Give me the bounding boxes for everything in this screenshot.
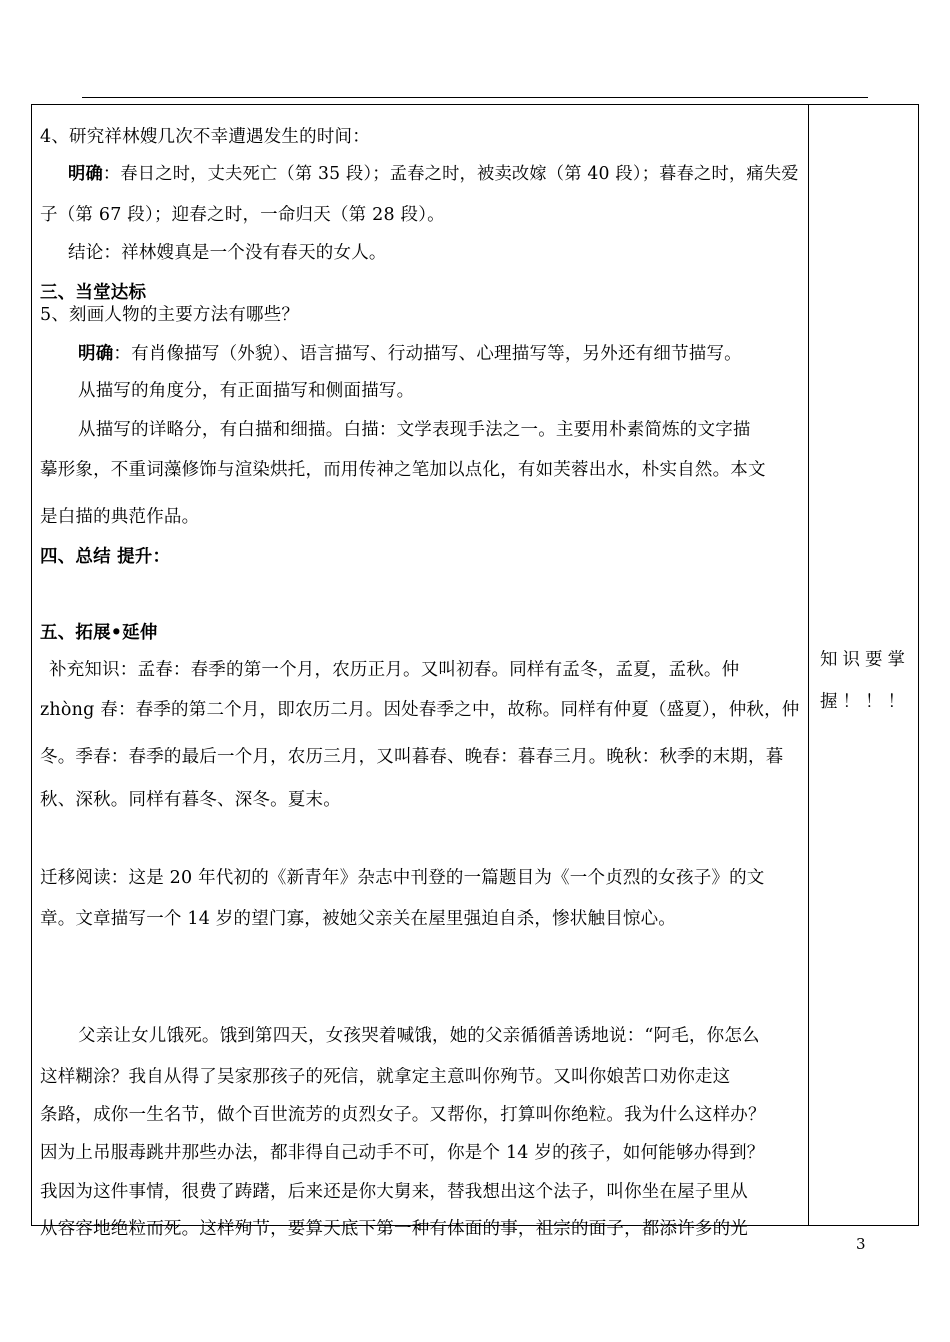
q4-answer-line1 xyxy=(68,159,802,189)
section4-heading: 四、总结 提升： xyxy=(40,547,171,567)
side-note-line2: 握！！！ xyxy=(820,692,910,712)
q5-answer-line1 xyxy=(78,339,742,369)
q5-answer-text: ：有肖像描写（外貌）、语言描写、行动描写、心理描写等，另外还有细节描写。 xyxy=(113,344,742,364)
desc-para-line2: 摹形象，不重词藻修饰与渲染烘托，而用传神之笔加以点化，有如芙蓉出水，朴实自然。本文 xyxy=(40,460,766,480)
story-line6: 从容容地绝粒而死。这样殉节，要算天底下第一种有体面的事，祖宗的面子，都添许多的光 xyxy=(40,1219,748,1239)
supplement-line4: 秋、深秋。同样有暮冬、深冬。夏末。 xyxy=(40,790,341,810)
q5-title: 5、刻画人物的主要方法有哪些？ xyxy=(40,305,300,325)
header-rule xyxy=(82,97,868,98)
section5-heading: 五、拓展•延伸 xyxy=(40,623,158,643)
supplement-line2: zhòng 春：春季的第二个月，即农历二月。因处春季之中，故称。同样有仲夏（盛夏），仲秋，仲 xyxy=(40,700,800,720)
transfer-line2: 章。文章描写一个 14 岁的望门寡，被她父亲关在屋里强迫自杀，惨状触目惊心。 xyxy=(40,909,676,929)
q4-answer-label: 明确 xyxy=(68,164,103,184)
transfer-line1: 迁移阅读：这是 20 年代初的《新青年》杂志中刊登的一篇题目为《一个贞烈的女孩子》的文 xyxy=(40,868,765,888)
story-line4: 因为上吊服毒跳井那些办法，都非得自己动手不可，你是个 14 岁的孩子，如何能够办得到？ xyxy=(40,1143,765,1163)
column-divider xyxy=(808,104,809,1226)
q4-conclusion: 结论：祥林嫂真是一个没有春天的女人。 xyxy=(68,243,387,263)
story-line1: 父亲让女儿饿死。饿到第四天，女孩哭着喊饿，她的父亲循循善诱地说：“阿毛，你怎么 xyxy=(78,1026,760,1046)
story-line5: 我因为这件事情，很费了踌躇，后来还是你大舅来，替我想出这个法子，叫你坐在屋子里从 xyxy=(40,1182,748,1202)
desc-para-line3: 是白描的典范作品。 xyxy=(40,507,200,527)
section3-heading: 三、当堂达标 xyxy=(40,283,147,303)
page-number: 3 xyxy=(856,1235,866,1253)
story-line2: 这样糊涂？我自从得了吴家那孩子的死信，就拿定主意叫你殉节。又叫你娘苦口劝你走这 xyxy=(40,1067,731,1087)
main-column xyxy=(40,104,802,1239)
desc-para-line1: 从描写的详略分，有白描和细描。白描：文学表现手法之一。主要用朴素简炼的文字描 xyxy=(78,420,751,440)
supplement-line3: 冬。季春：春季的最后一个月，农历三月，又叫暮春、晚春：暮春三月。晚秋：秋季的末期，暮 xyxy=(40,747,784,767)
supplement-line1: 补充知识：孟春：春季的第一个月，农历正月。又叫初春。同样有孟冬，孟夏，孟秋。仲 xyxy=(49,660,740,680)
q4-answer-line2: 子（第 67 段）；迎春之时，一命归天（第 28 段）。 xyxy=(40,205,445,225)
q4-answer-text: ：春日之时，丈夫死亡（第 35 段）；孟春之时，被卖改嫁（第 40 段）；暮春之时，痛失爱 xyxy=(102,164,799,184)
side-note-line1: 知识要掌 xyxy=(820,650,910,670)
q4-title: 4、研究祥林嫂几次不幸遭遇发生的时间： xyxy=(40,127,370,147)
story-line3: 条路，成你一生名节，做个百世流芳的贞烈女子。又帮你，打算叫你绝粒。我为什么这样办？ xyxy=(40,1105,766,1125)
q5-answer-line2: 从描写的角度分，有正面描写和侧面描写。 xyxy=(78,381,415,401)
q5-answer-label: 明确 xyxy=(78,344,114,364)
